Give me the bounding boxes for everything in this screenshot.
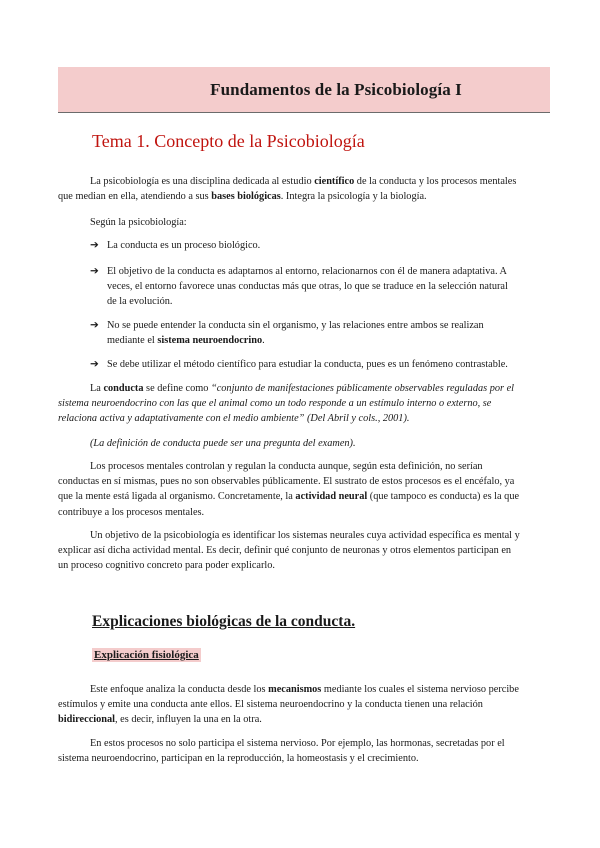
tema-title: Tema 1. Concepto de la Psicobiología [92, 131, 365, 151]
paragraph-intro: La psicobiología es una disciplina dedicada al estudio científico de la conducta y los procesos mentales que median en ella, atendiendo a sus bases biológicas. Integra la psicología y la biología. [58, 176, 517, 203]
section-heading: Explicaciones biológicas de la conducta. [92, 613, 356, 630]
arrow-right-icon: ➔ [90, 240, 99, 251]
paragraph-objetivo: Un objetivo de la psicobiología es identificar los sistemas neurales cuya actividad específica es mental y explicar así dicha actividad mental. Es decir, definir qué conjunto de neuronas y otros elementos participan en un proceso cognitivo concreto para poder explicarlo. [58, 530, 520, 572]
bullet-item: ➔ No se puede entender la conducta sin el organismo, y las relaciones entre ambos se realizan mediante el sistema neuroendocrino. [90, 320, 484, 347]
bullet-item: ➔ El objetivo de la conducta es adaptarnos al entorno, relacionarnos con él de manera adaptativa. A veces, el entorno favorece unas conductas más que otras, lo que se traduce en la selección natural de la evolución. [90, 266, 508, 308]
paragraph-hormonas: En estos procesos no solo participa el sistema nervioso. Por ejemplo, las hormonas, secretadas por el sistema neuroendocrino, participan en la reproducción, la homeostasis y el crecimiento. [58, 738, 505, 765]
bullet-item: ➔ Se debe utilizar el método científico para estudiar la conducta, pues es un fenómeno contrastable. [90, 357, 550, 373]
bullet-item: ➔ La conducta es un proceso biológico. [90, 238, 550, 254]
arrow-right-icon: ➔ [90, 359, 99, 370]
paragraph-segun: Según la psicobiología: [90, 217, 187, 228]
paragraph-conducta-definition: La conducta se define como “conjunto de manifestaciones públicamente observables reguladas por el sistema neuroendocrino con las que el animal como un todo responde a un estímulo interno o externo, se relaciona activa y adaptativamente con el medio ambiente” (Del Abril y cols., 2001). [58, 383, 515, 425]
arrow-right-icon: ➔ [90, 320, 99, 331]
arrow-right-icon: ➔ [90, 266, 99, 277]
paragraph-procesos-mentales: Los procesos mentales controlan y regulan la conducta aunque, según esta definición, no serían conductas en sí mismas, pues no son observables públicamente. El sustrato de estos procesos es el encéfalo, ya que la mente está ligada al organismo. Concretamente, la actividad neural (que tampoco es conducta) es la que contribuye a los procesos mentales. [58, 461, 520, 518]
paragraph-exam-note: (La definición de conducta puede ser una pregunta del examen). [90, 438, 356, 449]
document-header [58, 67, 550, 113]
paragraph-enfoque: Este enfoque analiza la conducta desde los mecanismos mediante los cuales el sistema nervioso percibe estímulos y emite una conducta ante ellos. El sistema neuroendocrino y la conducta tienen una relación bidireccional, es decir, influyen la una en la otra. [58, 684, 519, 726]
document-title: Fundamentos de la Psicobiología I [210, 79, 462, 99]
subsection-heading: Explicación fisiológica [94, 649, 199, 661]
